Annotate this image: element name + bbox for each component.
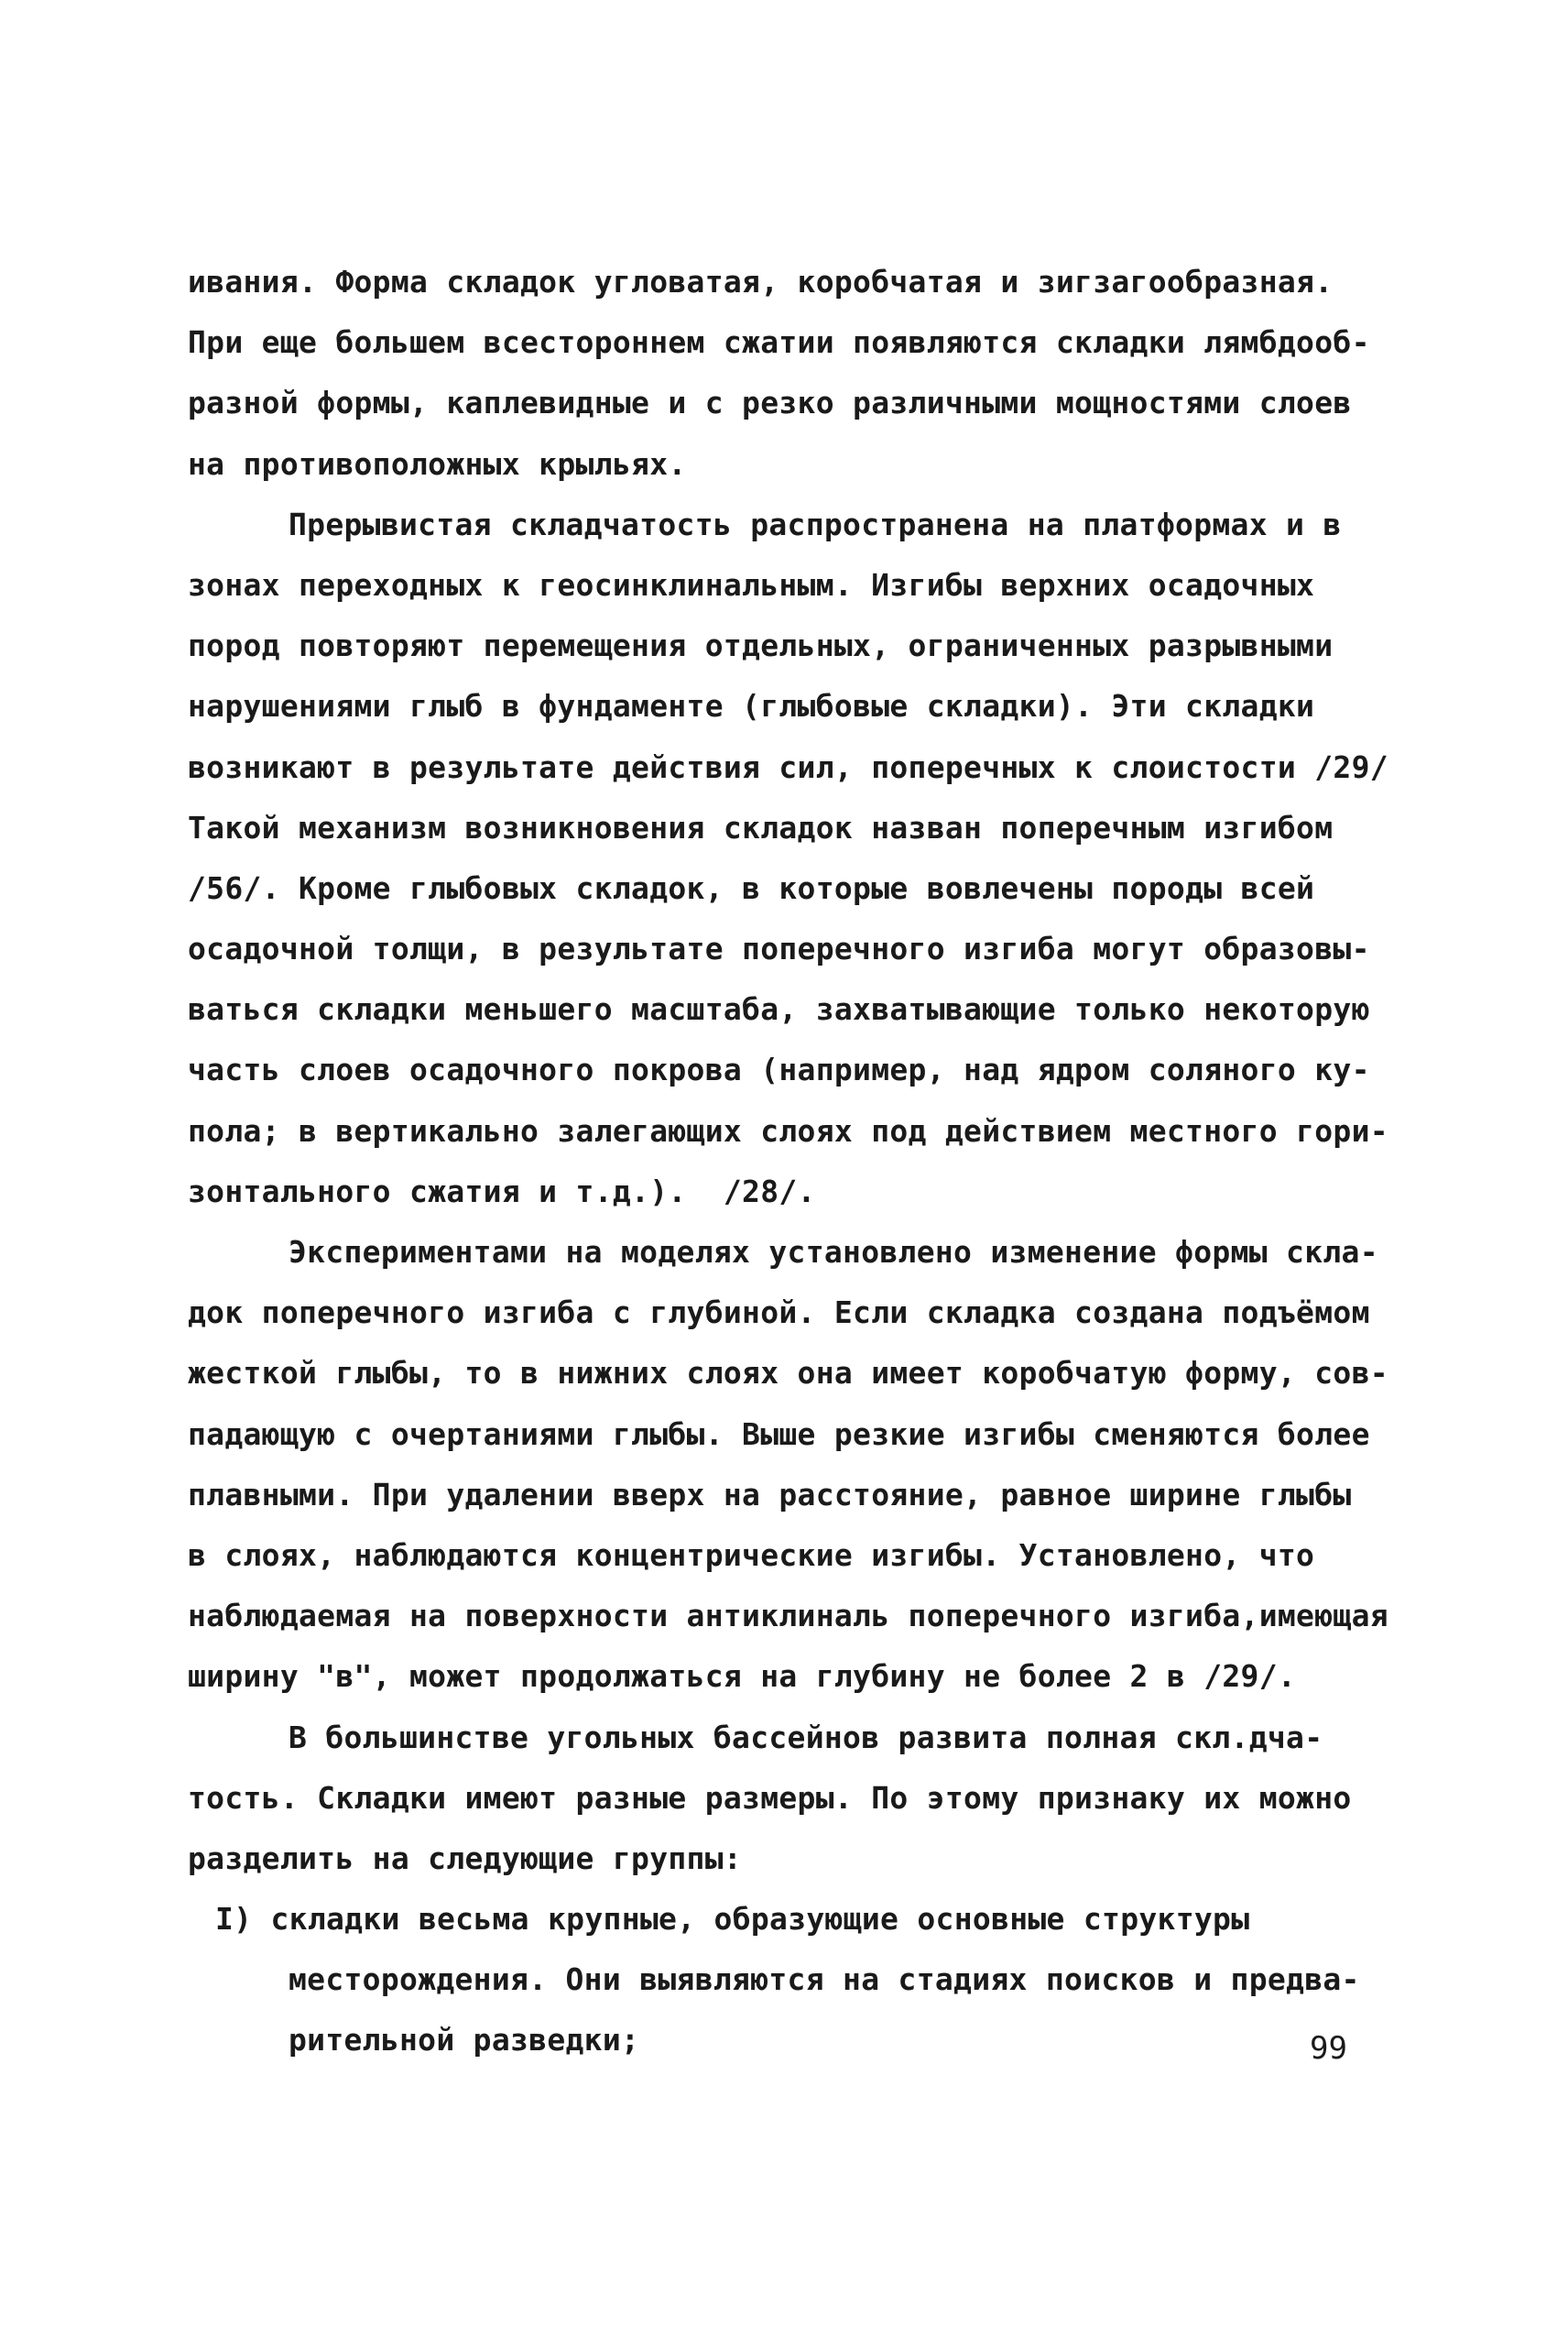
list-item-continuation: месторождения. Они выявляются на стадиях поисков и предва-: [289, 1961, 1360, 1998]
text-line: пола; в вертикально залегающих слоях под действием местного гори-: [188, 1112, 1388, 1149]
text-line: тость. Складки имеют разные размеры. По этому признаку их можно: [188, 1779, 1352, 1816]
text-line: При еще большем всестороннем сжатии появляются складки лямбдооб-: [188, 324, 1370, 361]
list-item-continuation: рительной разведки;: [289, 2022, 640, 2058]
text-line: пород повторяют перемещения отдельных, ограниченных разрывными: [188, 628, 1334, 664]
text-line: разделить на следующие группы:: [188, 1840, 743, 1876]
list-item-line: I) складки весьма крупные, образующие основные структуры: [215, 1901, 1250, 1938]
text-line: в слоях, наблюдаются концентрические изгибы. Установлено, что: [188, 1536, 1315, 1573]
text-line: /56/. Кроме глыбовых складок, в которые вовлечены породы всей: [188, 869, 1315, 906]
text-line: часть слоев осадочного покрова (например, над ядром соляного ку-: [188, 1052, 1370, 1088]
text-line: ширину "в", может продолжаться на глубину не более 2 в /29/.: [188, 1658, 1297, 1695]
text-line: нарушениями глыб в фундаменте (глыбовые складки). Эти складки: [188, 688, 1315, 725]
text-line: Такой механизм возникновения складок назван поперечным изгибом: [188, 809, 1334, 846]
paragraph-start-line: Экспериментами на моделях установлено изменение формы скла-: [289, 1234, 1378, 1270]
text-line: на противоположных крыльях.: [188, 445, 687, 482]
text-line: плавными. При удалении вверх на расстояние, равное ширине глыбы: [188, 1476, 1352, 1512]
text-line: разной формы, каплевидные и с резко различными мощностями слоев: [188, 385, 1352, 421]
text-line: падающую с очертаниями глыбы. Выше резкие изгибы сменяются более: [188, 1415, 1370, 1452]
text-line: зонах переходных к геосинклинальным. Изгибы верхних осадочных: [188, 566, 1315, 603]
text-line: ивания. Форма складок угловатая, коробчатая и зигзагообразная.: [188, 264, 1334, 300]
paragraph-start-line: В большинстве угольных бассейнов развита полная скл.дча-: [289, 1719, 1323, 1755]
text-line: наблюдаемая на поверхности антиклиналь поперечного изгиба,имеющая: [188, 1598, 1388, 1634]
text-line: возникают в результате действия сил, поперечных к слоистости /29/: [188, 748, 1388, 785]
paragraph-start-line: Прерывистая складчатость распространена на платформах и в: [289, 506, 1342, 542]
text-line: зонтального сжатия и т.д.). /28/.: [188, 1173, 816, 1209]
text-line: ваться складки меньшего масштаба, захватывающие только некоторую: [188, 991, 1370, 1028]
text-line: осадочной толщи, в результате поперечного изгиба могут образовы-: [188, 931, 1370, 967]
page-number: 99: [1310, 2030, 1347, 2067]
text-line: жесткой глыбы, то в нижних слоях она имеет коробчатую форму, сов-: [188, 1355, 1388, 1392]
body-text: [188, 252, 1415, 2071]
text-line: док поперечного изгиба с глубиной. Если складка создана подъёмом: [188, 1294, 1370, 1331]
